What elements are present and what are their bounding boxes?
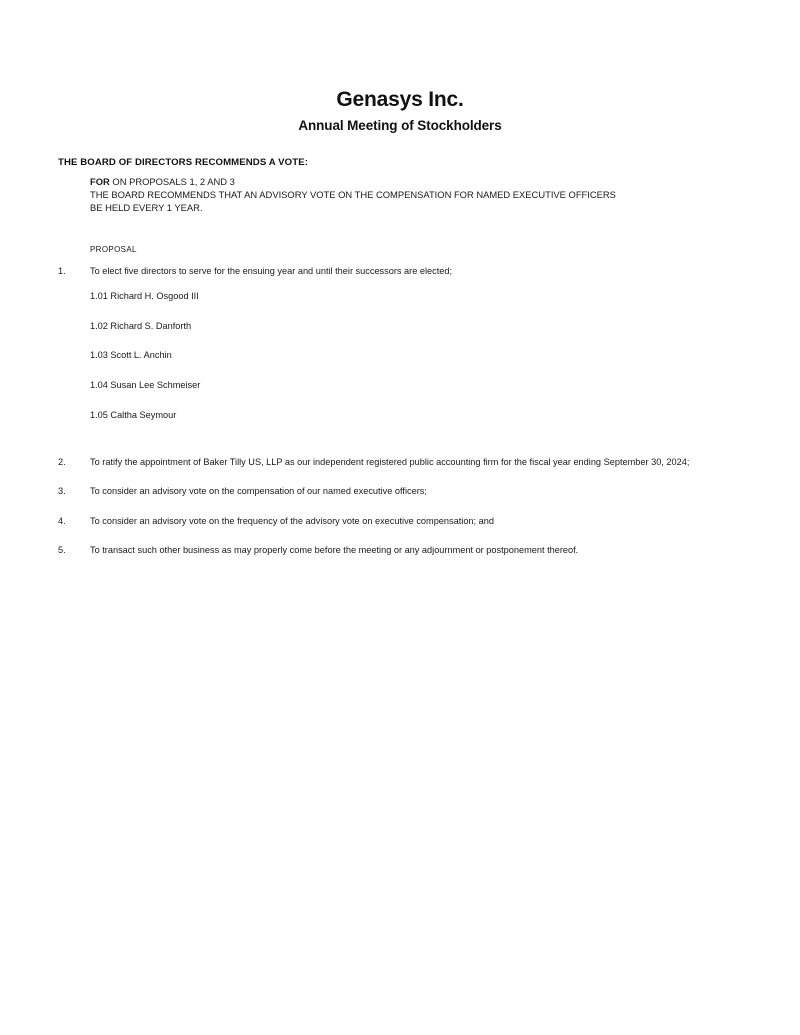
board-recommendation-body	[58, 175, 800, 215]
recommendation-frequency-line-1: THE BOARD RECOMMENDS THAT AN ADVISORY VOTE ON THE COMPENSATION FOR NAMED EXECUTIVE OFFICERS	[90, 189, 616, 201]
recommendation-frequency-line-2: BE HELD EVERY 1 YEAR.	[90, 202, 203, 214]
proposal-number: 3.	[58, 486, 66, 497]
proposal-item-3	[58, 485, 740, 498]
proposal-text: To consider an advisory vote on the frequency of the advisory vote on executive compensation; and	[90, 515, 494, 526]
proposal-item-5	[58, 544, 740, 557]
director-nominee-item: 1.05 Caltha Seymour	[90, 410, 177, 421]
board-recommendation-block	[0, 157, 800, 215]
proposal-number: 4.	[58, 515, 66, 526]
document-header	[0, 0, 800, 134]
director-nominee-item: 1.04 Susan Lee Schmeiser	[90, 380, 201, 391]
director-nominee-item: 1.01 Richard H. Osgood III	[90, 290, 199, 301]
proposal-text: To ratify the appointment of Baker Tilly US, LLP as our independent registered public accounting firm for the fiscal year ending September 30, 2024;	[90, 456, 690, 467]
spacer	[58, 439, 740, 456]
spacer	[58, 469, 740, 485]
director-nominee-list	[58, 290, 740, 423]
recommendation-for-rest: ON PROPOSALS 1, 2 AND 3	[109, 175, 235, 187]
spacer	[58, 528, 740, 544]
proposal-text: To transact such other business as may properly come before the meeting or any adjournment or postponement thereof.	[90, 545, 579, 556]
proposal-number: 2.	[58, 456, 66, 467]
proposal-item-1	[58, 265, 740, 278]
proposal-text: To consider an advisory vote on the compensation of our named executive officers;	[90, 486, 427, 497]
proposal-section	[0, 245, 800, 558]
proposal-item-4	[58, 515, 740, 528]
recommendation-for-line	[90, 175, 800, 188]
director-nominee-item: 1.02 Richard S. Danforth	[90, 320, 192, 331]
proposal-number: 5.	[58, 545, 66, 556]
proposal-number: 1.	[58, 266, 66, 277]
spacer	[58, 499, 740, 515]
proposal-text: To elect five directors to serve for the ensuing year and until their successors are elected;	[90, 266, 453, 277]
company-title: Genasys Inc.	[336, 88, 464, 111]
director-nominee-item: 1.03 Scott L. Anchin	[90, 350, 172, 361]
recommendation-for-label: FOR	[90, 175, 110, 187]
board-recommendation-heading: THE BOARD OF DIRECTORS RECOMMENDS A VOTE:	[58, 157, 308, 169]
proposal-column-header: PROPOSAL	[90, 244, 137, 254]
proposal-item-2	[58, 456, 740, 469]
meeting-subtitle: Annual Meeting of Stockholders	[298, 118, 502, 134]
